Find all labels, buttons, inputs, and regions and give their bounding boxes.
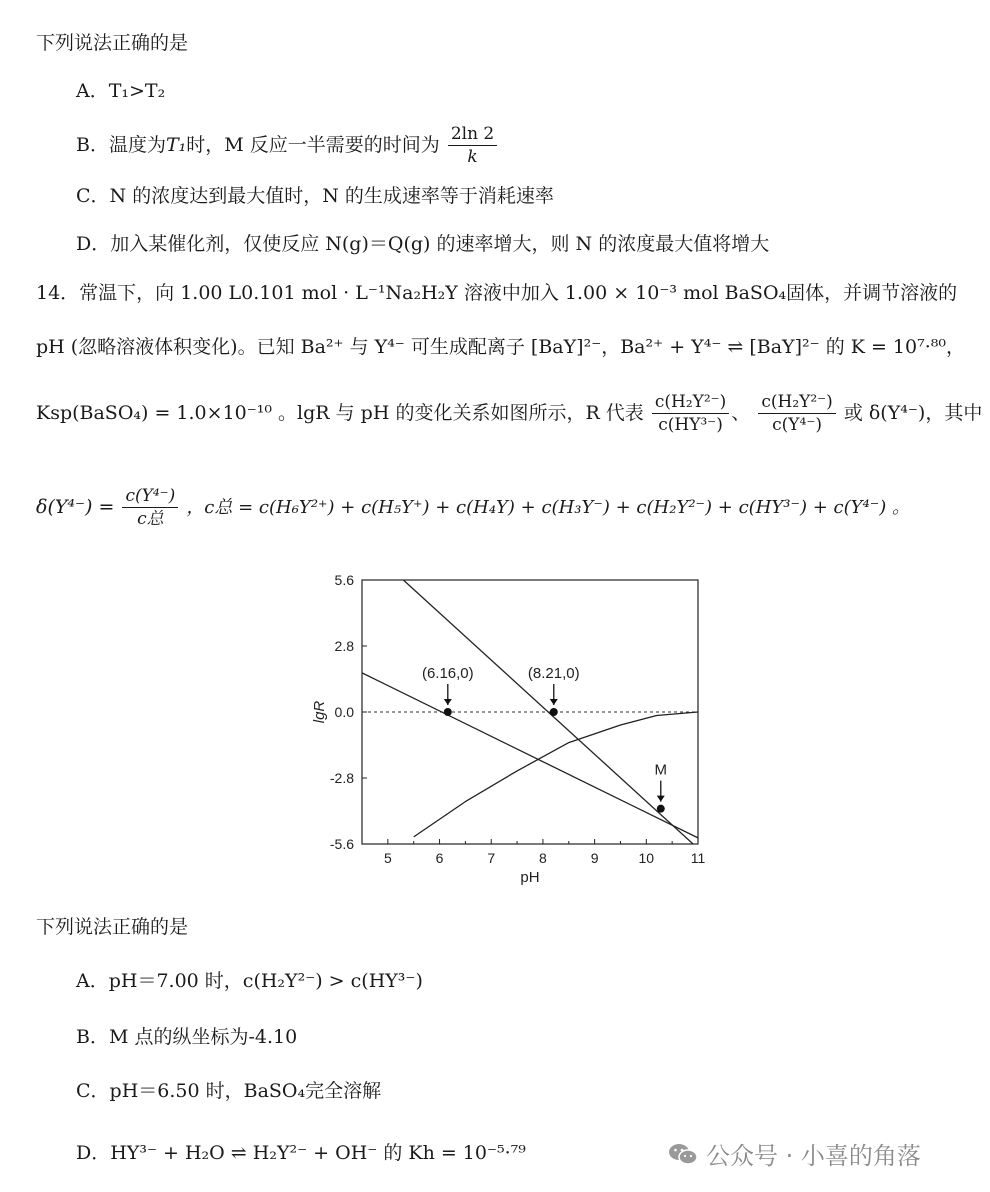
q14-option-b: B．M 点的纵坐标为-4.10 [76, 1026, 298, 1048]
point-arrow-head [657, 796, 665, 802]
point-arrow-head [550, 699, 558, 705]
q13-option-b-mid: 时，M 反应一半需要的时间为 [186, 133, 440, 156]
q14-stem-line1: 14．常温下，向 1.00 L0.101 mol · L⁻¹Na₂H₂Y 溶液中加入 1.00 × 10⁻³ mol BaSO₄固体，并调节溶液的 [36, 282, 958, 304]
fraction-numerator: c(Y⁴⁻) [122, 486, 178, 508]
q14-stem-line3-a: Ksp(BaSO₄) = 1.0×10⁻¹⁰ 。lgR 与 pH 的变化关系如图所示，R 代表 [36, 401, 644, 424]
delta-fraction [122, 486, 178, 530]
y-tick-label: -2.8 [329, 770, 354, 786]
series-line-1 [362, 673, 698, 838]
marked-point [444, 708, 452, 716]
point-label: (8.21,0) [527, 665, 580, 682]
marked-point [550, 708, 558, 716]
q13-option-b-var: T₁ [165, 133, 187, 156]
q13-option-c: C．N 的浓度达到最大值时，N 的生成速率等于消耗速率 [76, 185, 554, 207]
q13-option-b [76, 124, 499, 168]
q14-option-c: C．pH＝6.50 时，BaSO₄完全溶解 [76, 1080, 382, 1102]
q14-option-d: D．HY³⁻ + H₂O ⇌ H₂Y²⁻ + OH⁻ 的 Kh = 10⁻⁵·⁷⁹ [76, 1142, 526, 1164]
ctotal-definition: ，c总 = c(H₆Y²⁺) + c(H₅Y⁺) + c(H₄Y) + c(H₃Y⁻) + c(H₂Y²⁻) + c(HY³⁻) + c(Y⁴⁻) 。 [186, 496, 910, 518]
fraction-numerator: c(H₂Y²⁻) [652, 392, 729, 414]
fraction-denominator: c(Y⁴⁻) [772, 415, 822, 436]
y-tick-label: 5.6 [334, 572, 354, 588]
q14-stem-line3 [36, 392, 982, 436]
q14-fraction-1 [652, 392, 729, 436]
fraction-denominator: c总 [137, 509, 164, 530]
x-tick-label: 8 [539, 850, 547, 866]
x-tick-label: 10 [638, 850, 655, 866]
x-tick-label: 5 [383, 850, 392, 866]
marked-point [657, 805, 665, 813]
x-tick-label: 7 [487, 850, 496, 866]
y-tick-label: 0.0 [334, 704, 354, 720]
point-label: M [654, 761, 668, 779]
q13-option-a: A．T₁>T₂ [76, 80, 166, 102]
point-label: (6.16,0) [421, 665, 474, 682]
q14-intro: 下列说法正确的是 [36, 916, 189, 938]
lgR-vs-pH-chart [300, 566, 720, 896]
fraction-denominator: k [467, 147, 478, 168]
x-axis-label: pH [520, 869, 540, 886]
watermark [668, 1136, 921, 1171]
x-tick-label: 11 [690, 850, 706, 866]
q14-delta-definition [36, 486, 910, 530]
fraction-numerator: c(H₂Y²⁻) [758, 392, 835, 414]
y-axis-label: lgR [311, 700, 328, 724]
watermark-text: 公众号 · 小喜的角落 [706, 1142, 921, 1170]
y-tick-label: -5.6 [329, 836, 354, 852]
fraction-denominator: c(HY³⁻) [658, 415, 723, 436]
q14-stem-line2: pH (忽略溶液体积变化)。已知 Ba²⁺ 与 Y⁴⁻ 可生成配离子 [BaY]²⁻，Ba²⁺ + Y⁴⁻ ⇌ [BaY]²⁻ 的 K = 10⁷·⁸⁰， [36, 336, 965, 358]
wechat-icon [668, 1142, 698, 1166]
q13-option-b-pre: B．温度为 [76, 133, 166, 156]
delta-lhs: δ(Y⁴⁻) = [36, 495, 115, 518]
q14-stem-line3-b: 或 δ(Y⁴⁻)，其中 [843, 401, 983, 424]
q14-fraction-2 [758, 392, 835, 436]
y-tick-label: 2.8 [334, 638, 354, 654]
q13-option-d: D．加入某催化剂，仅使反应 N(g)＝Q(g) 的速率增大，则 N 的浓度最大值将增大 [76, 233, 770, 255]
q14-option-a: A．pH＝7.00 时，c(H₂Y²⁻) > c(HY³⁻) [76, 970, 423, 992]
q14-separator: 、 [731, 401, 751, 424]
x-tick-label: 6 [435, 850, 444, 866]
x-tick-label: 9 [590, 850, 599, 866]
fraction-numerator: 2ln 2 [448, 124, 497, 146]
q13-intro: 下列说法正确的是 [36, 32, 189, 54]
point-arrow-head [444, 699, 452, 705]
q13-option-b-fraction [448, 124, 497, 168]
